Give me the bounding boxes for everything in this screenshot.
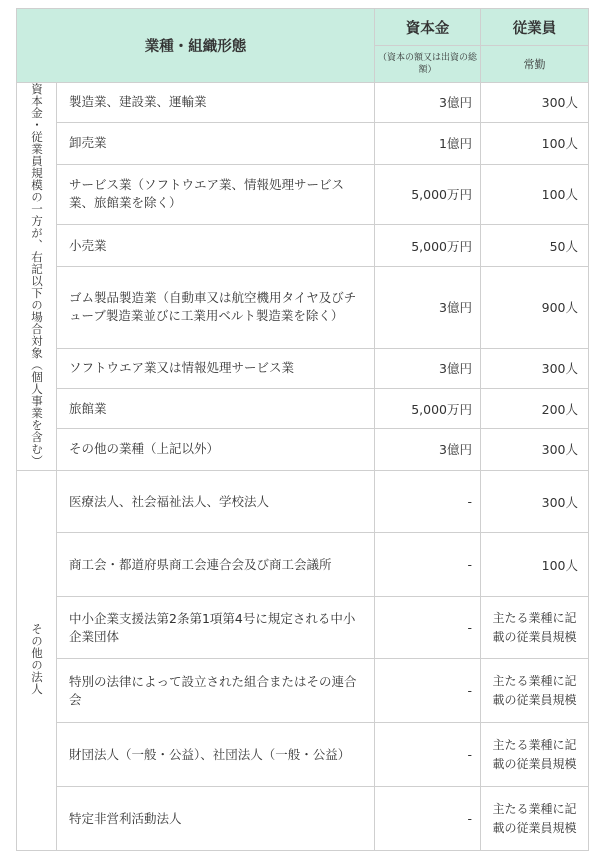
capital-cell: 3億円 — [375, 267, 481, 349]
capital-cell: - — [375, 471, 481, 533]
industry-cell: 財団法人（一般・公益）、社団法人（一般・公益） — [57, 723, 375, 787]
capital-cell: 3億円 — [375, 428, 481, 470]
industry-cell: その他の業種（上記以外） — [57, 428, 375, 470]
employees-cell: 50人 — [481, 225, 589, 267]
capital-cell: - — [375, 787, 481, 851]
capital-cell: 1億円 — [375, 122, 481, 164]
table-row — [17, 267, 589, 349]
header-capital-note: （資本の額又は出資の総額） — [375, 46, 481, 83]
table-row — [17, 225, 589, 267]
table-row — [17, 723, 589, 787]
table-row — [17, 348, 589, 389]
capital-cell: 3億円 — [375, 83, 481, 123]
industry-cell: 医療法人、社会福祉法人、学校法人 — [57, 471, 375, 533]
group-label: その他の法人 — [30, 623, 44, 695]
header-employees-note: 常勤 — [481, 46, 589, 83]
industry-cell: 小売業 — [57, 225, 375, 267]
industry-cell: 商工会・都道府県商工会連合会及び商工会議所 — [57, 533, 375, 597]
industry-cell: 製造業、建設業、運輸業 — [57, 83, 375, 123]
capital-cell: 5,000万円 — [375, 225, 481, 267]
sme-criteria-table — [16, 8, 589, 851]
employees-cell: 900人 — [481, 267, 589, 349]
capital-cell: 5,000万円 — [375, 389, 481, 429]
table-row — [17, 471, 589, 533]
table-row — [17, 389, 589, 429]
employees-cell: 300人 — [481, 471, 589, 533]
capital-cell: - — [375, 533, 481, 597]
industry-cell: 特定非営利活動法人 — [57, 787, 375, 851]
employees-cell: 100人 — [481, 533, 589, 597]
header-capital: 資本金 — [375, 9, 481, 46]
group-label-cell — [17, 471, 57, 851]
header-industry: 業種・組織形態 — [17, 9, 375, 83]
employees-cell: 100人 — [481, 122, 589, 164]
table-row — [17, 428, 589, 470]
capital-cell: - — [375, 723, 481, 787]
capital-cell: 3億円 — [375, 348, 481, 389]
employees-cell: 主たる業種に記載の従業員規模 — [481, 597, 589, 659]
group-label: 資本金・従業員規模の一方が、右記以下の場合対象（個人事業を含む） — [30, 83, 44, 467]
capital-cell: - — [375, 659, 481, 723]
table-row — [17, 533, 589, 597]
table-row — [17, 787, 589, 851]
employees-cell: 200人 — [481, 389, 589, 429]
table-row — [17, 83, 589, 123]
industry-cell: ソフトウエア業又は情報処理サービス業 — [57, 348, 375, 389]
table-row — [17, 597, 589, 659]
industry-cell: 卸売業 — [57, 122, 375, 164]
industry-cell: 中小企業支援法第2条第1項第4号に規定される中小企業団体 — [57, 597, 375, 659]
employees-cell: 300人 — [481, 83, 589, 123]
industry-cell: サービス業（ソフトウエア業、情報処理サービス業、旅館業を除く） — [57, 164, 375, 225]
industry-cell: 特別の法律によって設立された組合またはその連合会 — [57, 659, 375, 723]
industry-cell: ゴム製品製造業（自動車又は航空機用タイヤ及びチューブ製造業並びに工業用ベルト製造業を除く） — [57, 267, 375, 349]
table-row — [17, 164, 589, 225]
employees-cell: 100人 — [481, 164, 589, 225]
table-row — [17, 122, 589, 164]
header-employees: 従業員 — [481, 9, 589, 46]
employees-cell: 主たる業種に記載の従業員規模 — [481, 723, 589, 787]
table-row — [17, 659, 589, 723]
capital-cell: - — [375, 597, 481, 659]
employees-cell: 主たる業種に記載の従業員規模 — [481, 787, 589, 851]
employees-cell: 300人 — [481, 428, 589, 470]
capital-cell: 5,000万円 — [375, 164, 481, 225]
employees-cell: 主たる業種に記載の従業員規模 — [481, 659, 589, 723]
industry-cell: 旅館業 — [57, 389, 375, 429]
group-label-cell — [17, 83, 57, 471]
employees-cell: 300人 — [481, 348, 589, 389]
